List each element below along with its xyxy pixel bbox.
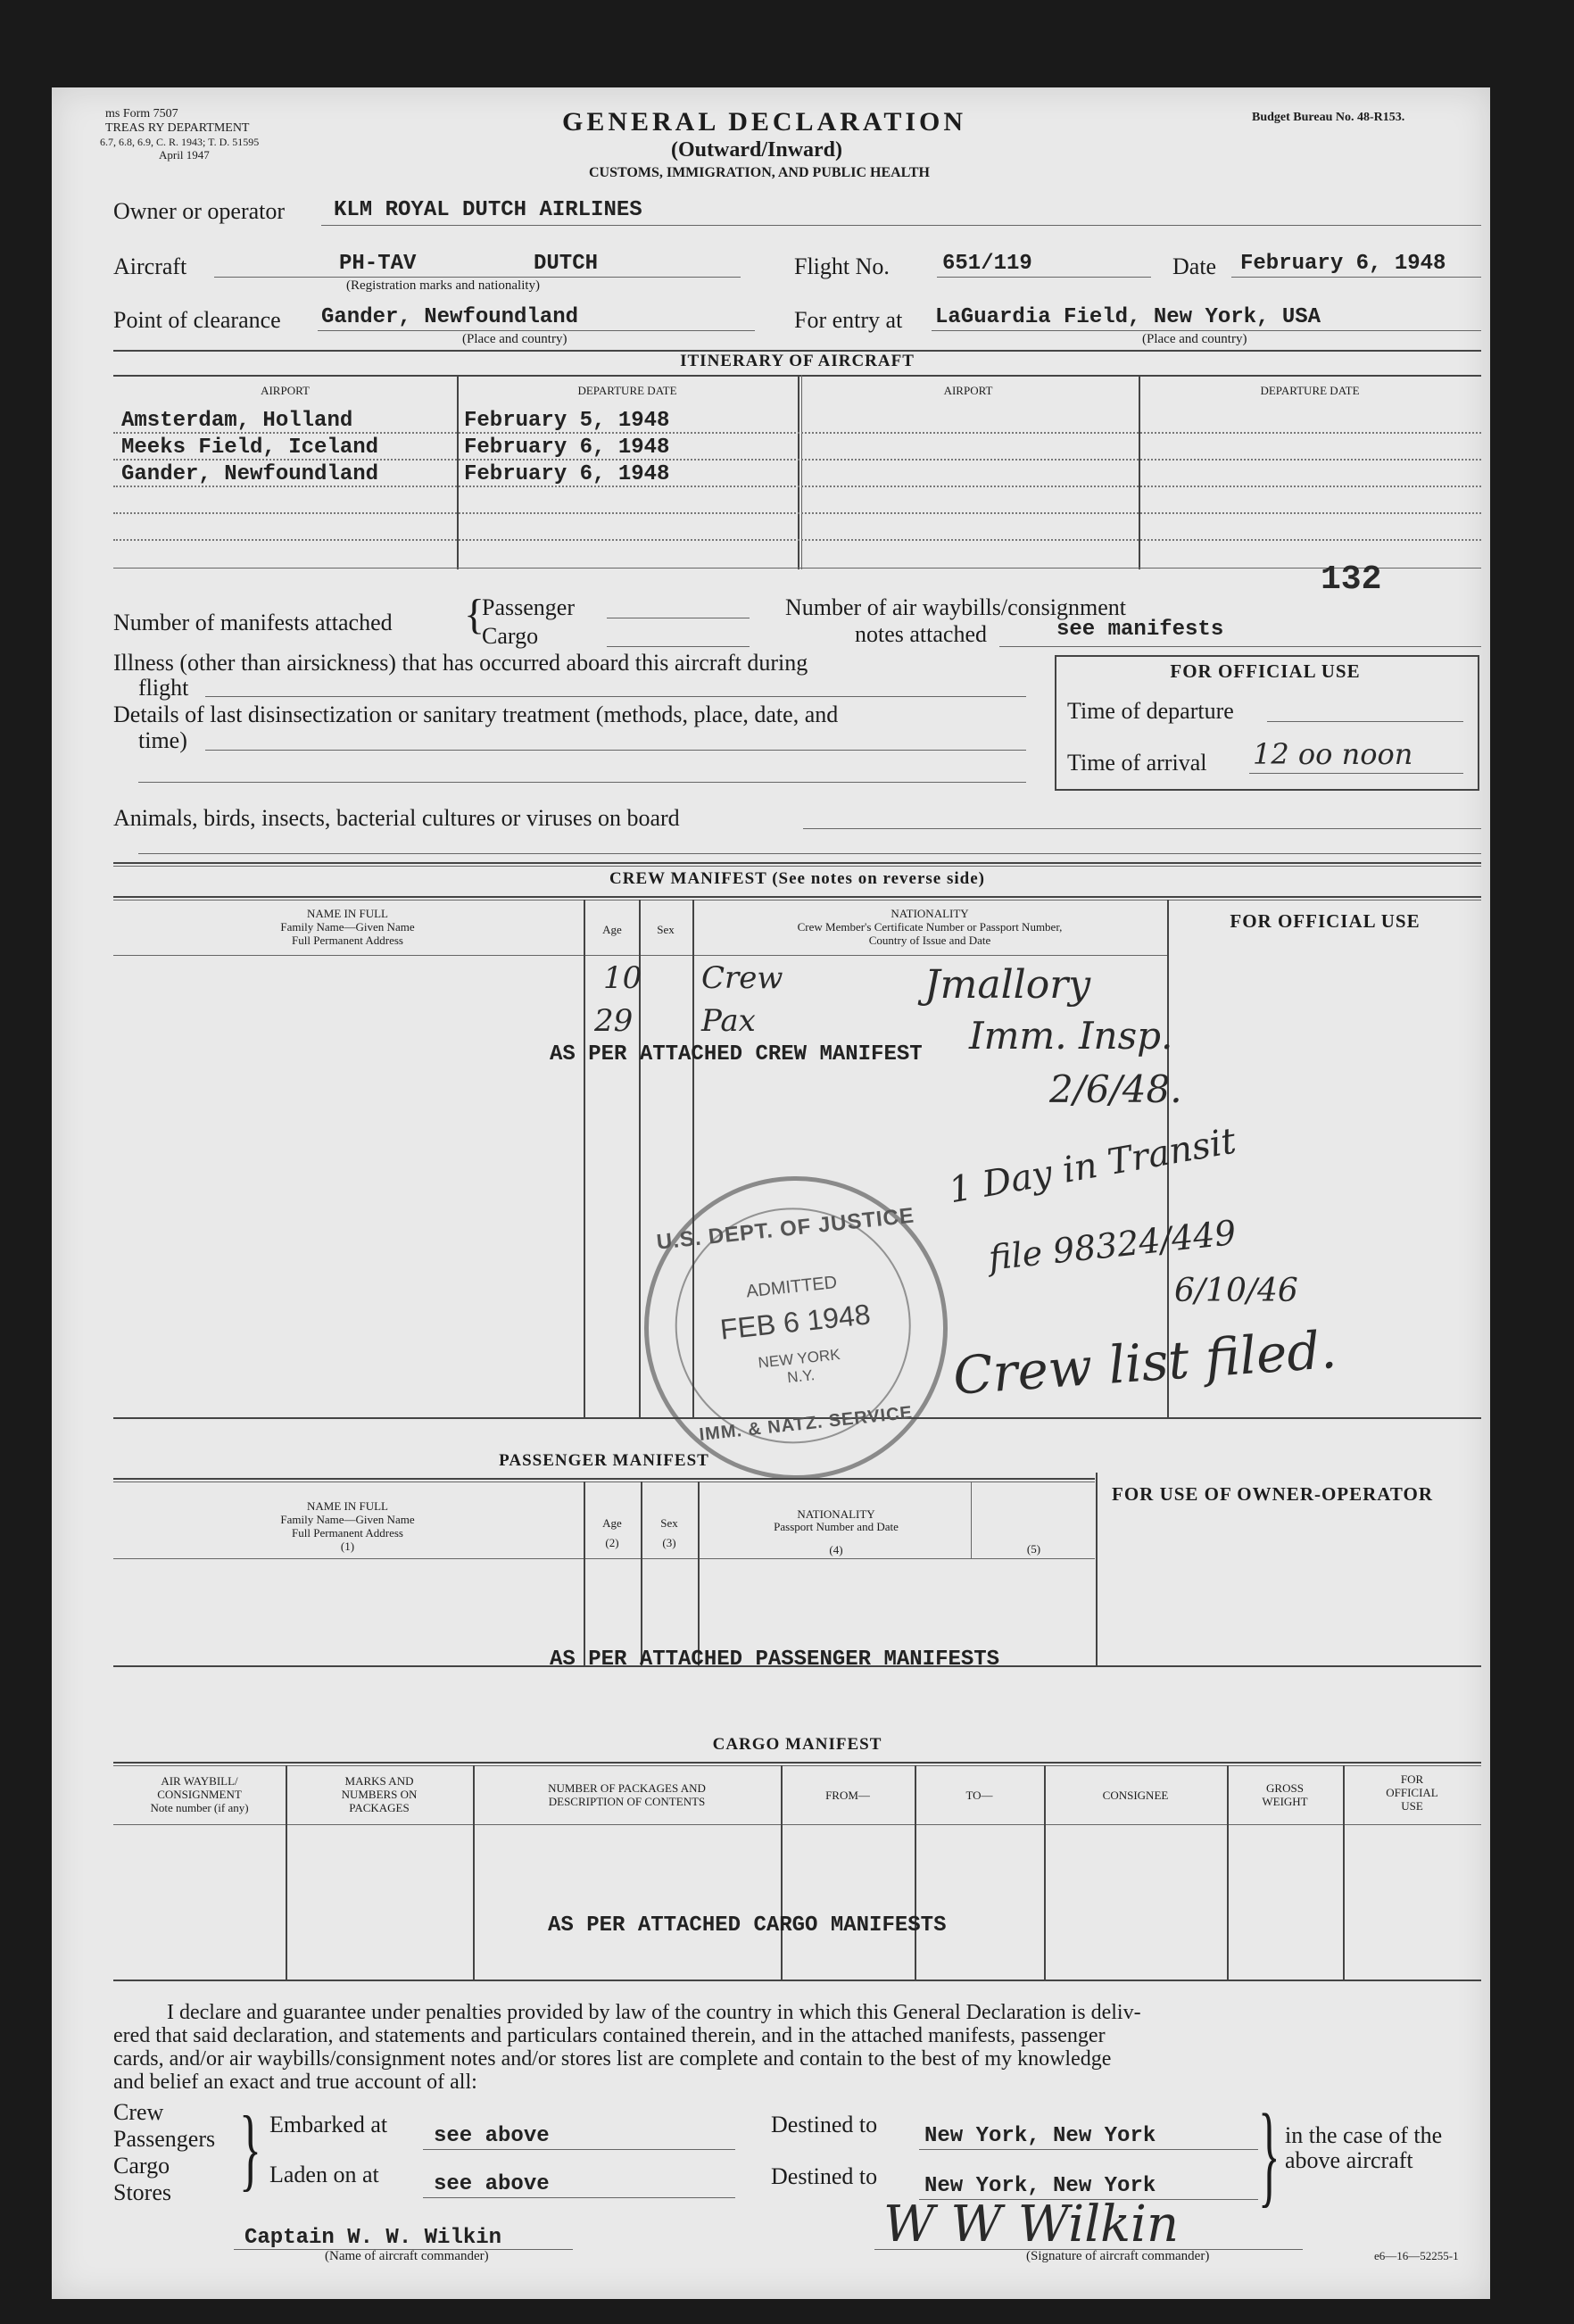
clearance-label: Point of clearance [113,307,281,333]
time-arrival-label: Time of arrival [1067,750,1207,776]
manifests-brace: { [464,591,485,638]
flight-value: 651/119 [942,252,1032,276]
case-line-1: in the case of the [1285,2122,1443,2148]
case-line-2: above aircraft [1285,2147,1413,2173]
destination-brace: } [1258,2091,1280,2218]
passenger-col-nationality: NATIONALITY Passport Number and Date (4) [774,1507,899,1556]
print-code: e6—16—52255-1 [1374,2249,1459,2262]
passenger-col-5: (5) [1026,1542,1041,1556]
laden-label: Laden on at [269,2162,379,2187]
date-value: February 6, 1948 [1240,252,1446,276]
flight-label: Flight No. [794,253,890,279]
stamp-city: NEW YORK [757,1346,841,1372]
aircraft-caption: (Registration marks and nationality) [346,278,541,293]
crew-typed: AS PER ATTACHED CREW MANIFEST [550,1042,923,1067]
crew-hand-file-date: 6/10/46 [1174,1273,1298,1309]
commander-name: Captain W. W. Wilkin [244,2226,502,2250]
stamp-date: FEB 6 1948 [718,1298,873,1346]
illness-line1: Illness (other than airsickness) that has occurred aboard this aircraft during [113,650,808,676]
destined-label-2: Destined to [771,2163,878,2189]
clearance-value: Gander, Newfoundland [321,305,579,329]
budget-number: Budget Bureau No. 48-R153. [1252,111,1405,124]
itin-col-airport-2: AIRPORT [943,384,993,397]
crew-official-title: FOR OFFICIAL USE [1230,910,1421,932]
crew-col-nationality: NATIONALITY Crew Member's Certificate Number or Passport Number, Country of Issue and Date [797,907,1063,947]
owner-label: Owner or operator [113,198,286,224]
laden-value: see above [434,2172,550,2196]
crew-hand-count-1: 10 [603,960,642,996]
form-agencies: CUSTOMS, IMMIGRATION, AND PUBLIC HEALTH [589,165,930,180]
cargo-col-packages: NUMBER OF PACKAGES AND DESCRIPTION OF CONTENTS [548,1781,706,1808]
cargo-title: CARGO MANIFEST [712,1735,882,1754]
embarked-label: Embarked at [269,2112,388,2137]
crew-hand-transit: 1 Day in Transit [946,1120,1239,1212]
disinsect-line2: time) [138,727,187,753]
clearance-caption: (Place and country) [462,332,567,346]
stamp-admitted: ADMITTED [745,1272,839,1302]
passenger-col-name: NAME IN FULL Family Name—Given Name Full Permanent Address (1) [280,1499,415,1553]
owner-value: KLM ROYAL DUTCH AIRLINES [334,198,642,222]
cargo-typed: AS PER ATTACHED CARGO MANIFESTS [548,1913,947,1938]
form-subtitle: (Outward/Inward) [671,138,843,162]
declaration-kinds: Crew Passengers Cargo Stores [113,2099,216,2205]
crew-hand-word-1: Crew [701,960,783,996]
stamp-agency: U.S. DEPT. OF JUSTICE [655,1203,916,1255]
destined-label-1: Destined to [771,2112,878,2137]
crew-title: CREW MANIFEST (See notes on reverse side) [609,869,985,888]
itin-date-1: February 5, 1948 [464,409,670,433]
crew-hand-word-2: Pax [701,1003,756,1039]
destined-value-1: New York, New York [924,2124,1156,2148]
passenger-typed: AS PER ATTACHED PASSENGER MANIFESTS [550,1648,1000,1672]
manifests-passenger: Passenger [482,594,575,620]
itin-airport-3: Gander, Newfoundland [121,462,379,486]
signature-caption: (Signature of aircraft commander) [1026,2249,1210,2263]
entry-value: LaGuardia Field, New York, USA [935,305,1321,329]
crew-hand-date: 2/6/48. [1049,1067,1182,1111]
aircraft-nationality: DUTCH [534,252,599,276]
commander-caption: (Name of aircraft commander) [325,2249,489,2263]
form-date: April 1947 [159,148,210,162]
aircraft-reg: PH-TAV [339,252,417,276]
waybills-label-2: notes attached [855,621,987,647]
crew-hand-list-filed: Crew list filed. [951,1318,1338,1407]
crew-hand-file: file 98324/449 [987,1212,1238,1278]
cargo-col-to: TO— [965,1789,993,1802]
crew-hand-count-2: 29 [594,1003,634,1039]
crew-col-age: Age [602,923,622,936]
form-refs: 6.7, 6.8, 6.9, C. R. 1943; T. D. 51595 [100,136,260,148]
official-top-title: FOR OFFICIAL USE [1170,660,1361,682]
cargo-col-marks: MARKS AND NUMBERS ON PACKAGES [341,1774,418,1814]
declaration-text: I declare and guarantee under penalties provided by law of the country in which this General Declaration is deliv- ered that said declaration, and statements and particulars contained therein, and in the attached manifests, passenger cards, and/or air waybills/consignment notes and/or stores list are complete and contain to the best of my knowledge and belief an exact and true account of all: [113,2001,1141,2094]
cargo-col-official: FOR OFFICIAL USE [1386,1772,1438,1813]
itin-date-3: February 6, 1948 [464,462,670,486]
itin-col-airport-1: AIRPORT [261,384,310,397]
itinerary-title: ITINERARY OF AIRCRAFT [680,352,915,370]
passenger-col-age: Age (2) [602,1516,622,1549]
kinds-brace: } [239,2097,261,2200]
manifests-label: Number of manifests attached [113,610,393,635]
passenger-col-sex: Sex (3) [660,1516,678,1549]
commander-signature: W W Wilkin [883,2195,1180,2253]
illness-line2: flight [138,675,189,701]
cargo-col-weight: GROSS WEIGHT [1262,1781,1308,1808]
form-number: ms Form 7507 [105,107,178,120]
itin-col-departure-2: DEPARTURE DATE [1260,384,1360,397]
entry-label: For entry at [794,307,903,333]
manifest-count: 132 [1321,560,1382,599]
passenger-title: PASSENGER MANIFEST [499,1451,709,1470]
entry-caption: (Place and country) [1142,332,1247,346]
cargo-col-waybill: AIR WAYBILL/ CONSIGNMENT Note number (if any) [150,1774,249,1814]
date-label: Date [1172,253,1217,279]
animals-label: Animals, birds, insects, bacterial cultures or viruses on board [113,805,680,831]
embarked-value: see above [434,2124,550,2148]
itin-date-2: February 6, 1948 [464,436,670,460]
crew-hand-signature: Jmallory [924,962,1091,1008]
crew-hand-title: Imm. Insp. [969,1014,1173,1058]
cargo-col-from: FROM— [825,1789,870,1802]
crew-col-name: NAME IN FULL Family Name—Given Name Full Permanent Address [280,907,415,947]
aircraft-label: Aircraft [113,253,187,279]
form-title: GENERAL DECLARATION [562,107,967,137]
disinsect-line1: Details of last disinsectization or sanitary treatment (methods, place, date, and [113,701,839,727]
cargo-col-consignee: CONSIGNEE [1102,1789,1169,1802]
stamp-state: N.Y. [786,1366,816,1387]
department: TREAS RY DEPARTMENT [105,121,250,135]
itin-airport-1: Amsterdam, Holland [121,409,353,433]
time-arrival-hand: 12 oo noon [1253,737,1413,771]
waybills-label-1: Number of air waybills/consignment [785,594,1126,620]
itin-col-departure-1: DEPARTURE DATE [577,384,677,397]
waybills-value: see manifests [1056,618,1224,642]
stamp-service: IMM. & NATZ. SERVICE [698,1402,914,1445]
destined-value-2: New York, New York [924,2174,1156,2198]
itin-airport-2: Meeks Field, Iceland [121,436,379,460]
time-departure-label: Time of departure [1067,698,1234,724]
manifests-cargo: Cargo [482,623,539,649]
crew-col-sex: Sex [657,923,675,936]
owner-operator-title: FOR USE OF OWNER-OPERATOR [1112,1483,1434,1505]
